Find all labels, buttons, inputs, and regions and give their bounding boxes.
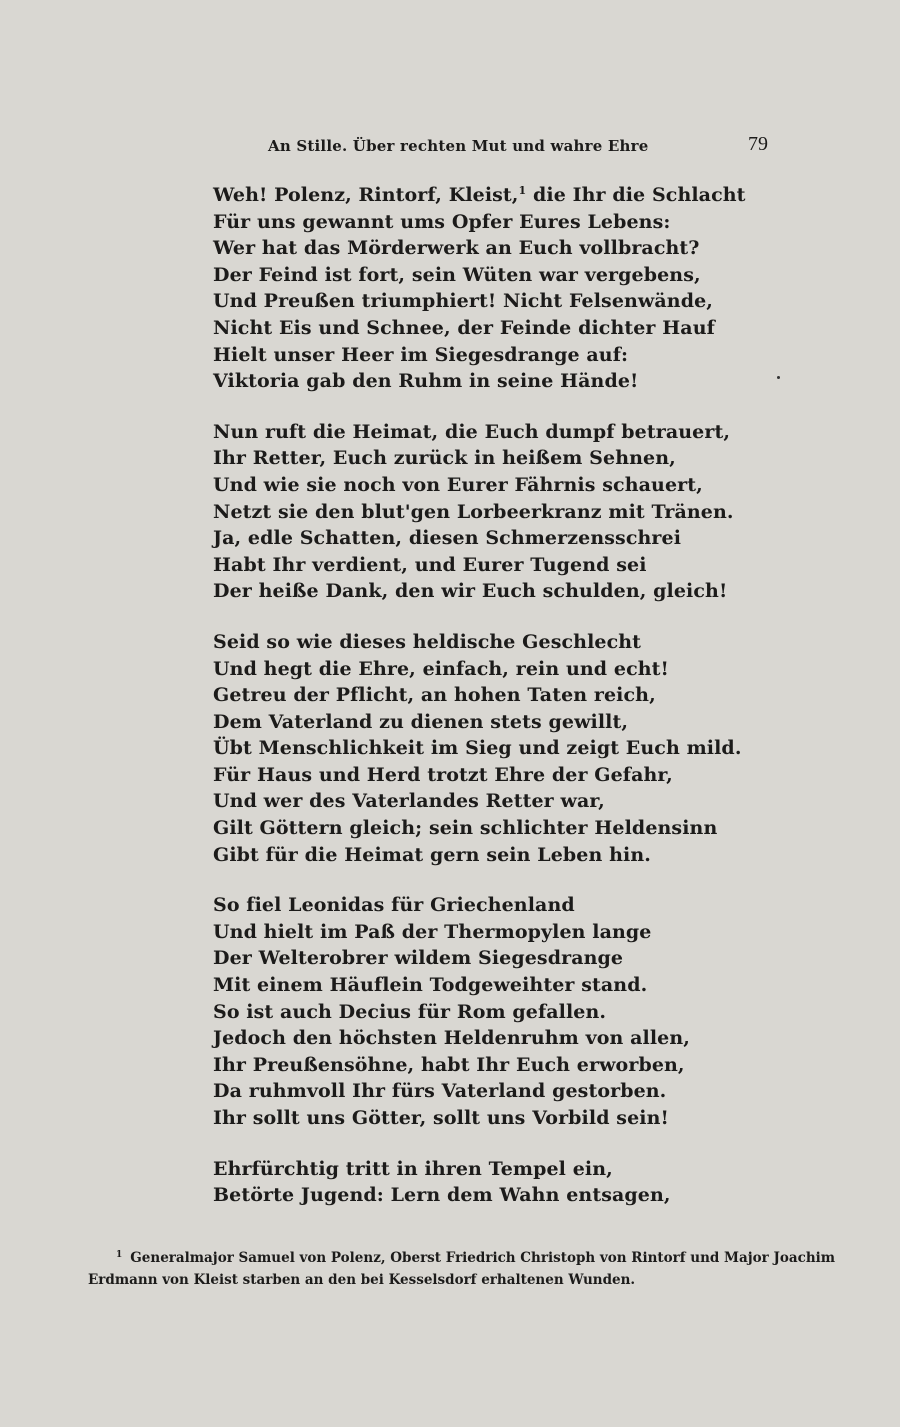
poem-line: Für Haus und Herd trotzt Ehre der Gefahr, [213, 763, 673, 786]
poem-line: Ihr sollt uns Götter, sollt uns Vorbild sein! [213, 1107, 669, 1129]
poem-line: Und hielt im Paß der Thermopylen lange [213, 920, 652, 943]
poem-line [213, 178, 813, 209]
footnote-reference: 1 [518, 184, 527, 197]
poem-line-text: die Ihr die Schlacht [526, 184, 746, 206]
poem-line: Ihr Retter, Euch zurück in heißem Sehnen, [213, 447, 676, 470]
footnote [88, 1244, 836, 1291]
poem-line: Der Feind ist fort, sein Wüten war vergebens, [213, 263, 701, 286]
poem-line: Nicht Eis und Schnee, der Feinde dichter Hauf [213, 316, 715, 339]
poem-line: Nun ruft die Heimat, die Euch dumpf betrauert, [213, 420, 731, 443]
poem-line: Und wie sie noch von Eurer Fährnis schauert, [213, 473, 703, 496]
poem-line: Jedoch den höchsten Heldenruhm von allen, [213, 1027, 691, 1050]
stanza-1 [213, 178, 813, 395]
poem-line: Da ruhmvoll Ihr fürs Vaterland gestorben. [213, 1080, 667, 1103]
ink-speck [777, 376, 780, 379]
poem-line: Und wer des Vaterlandes Retter war, [213, 790, 605, 813]
footnote-marker: 1 [116, 1250, 123, 1260]
running-title: An Stille. Über rechten Mut und wahre Ehre [268, 137, 649, 155]
poem-line: Seid so wie dieses heldische Geschlecht [213, 630, 642, 653]
poem-line: Mit einem Häuflein Todgeweihter stand. [213, 974, 648, 997]
poem [213, 178, 813, 1233]
poem-line: Ehrfürchtig tritt in ihren Tempel ein, [213, 1157, 613, 1180]
footnote-line [88, 1244, 836, 1269]
stanza-4 [213, 892, 813, 1131]
poem-line: So ist auch Decius für Rom gefallen. [213, 1000, 607, 1023]
poem-line: Hielt unser Heer im Siegesdrange auf: [213, 343, 629, 366]
poem-line: Betörte Jugend: Lern dem Wahn entsagen, [213, 1184, 671, 1207]
poem-line: Übt Menschlichkeit im Sieg und zeigt Euch mild. [213, 737, 742, 760]
poem-line: So fiel Leonidas für Griechenland [213, 894, 575, 917]
poem-line: Netzt sie den blut'gen Lorbeerkranz mit Tränen. [213, 500, 734, 523]
footnote-line: Erdmann von Kleist starben an den bei Kesselsdorf erhaltenen Wunden. [88, 1272, 636, 1288]
stanza-5 [213, 1156, 813, 1209]
poem-line: Ihr Preußensöhne, habt Ihr Euch erworben, [213, 1053, 685, 1076]
poem-line: Und Preußen triumphiert! Nicht Felsenwände, [213, 290, 713, 313]
poem-line: Viktoria gab den Ruhm in seine Hände! [213, 370, 639, 393]
poem-line: Für uns gewannt ums Opfer Eures Lebens: [213, 210, 671, 233]
poem-line: Der Welterobrer wildem Siegesdrange [213, 947, 624, 970]
poem-line: Dem Vaterland zu dienen stets gewillt, [213, 710, 629, 733]
stanza-3 [213, 629, 813, 868]
poem-line: Wer hat das Mörderwerk an Euch vollbracht? [213, 237, 700, 260]
poem-line: Der heiße Dank, den wir Euch schulden, gleich! [213, 580, 728, 603]
poem-line: Getreu der Pflicht, an hohen Taten reich, [213, 684, 656, 707]
page-number: 79 [748, 133, 768, 155]
poem-line: Gibt für die Heimat gern sein Leben hin. [213, 843, 651, 866]
poem-line: Und hegt die Ehre, einfach, rein und echt! [213, 657, 669, 680]
stanza-2 [213, 419, 813, 605]
poem-line: Habt Ihr verdient, und Eurer Tugend sei [213, 553, 647, 576]
poem-line-text: Weh! Polenz, Rintorf, Kleist, [213, 184, 519, 206]
poem-line: Gilt Göttern gleich; sein schlichter Heldensinn [213, 817, 718, 840]
footnote-text: Generalmajor Samuel von Polenz, Oberst Friedrich Christoph von Rintorf und Major Joachim [130, 1250, 836, 1266]
poem-line: Ja, edle Schatten, diesen Schmerzensschrei [213, 527, 682, 550]
running-head [0, 133, 900, 167]
